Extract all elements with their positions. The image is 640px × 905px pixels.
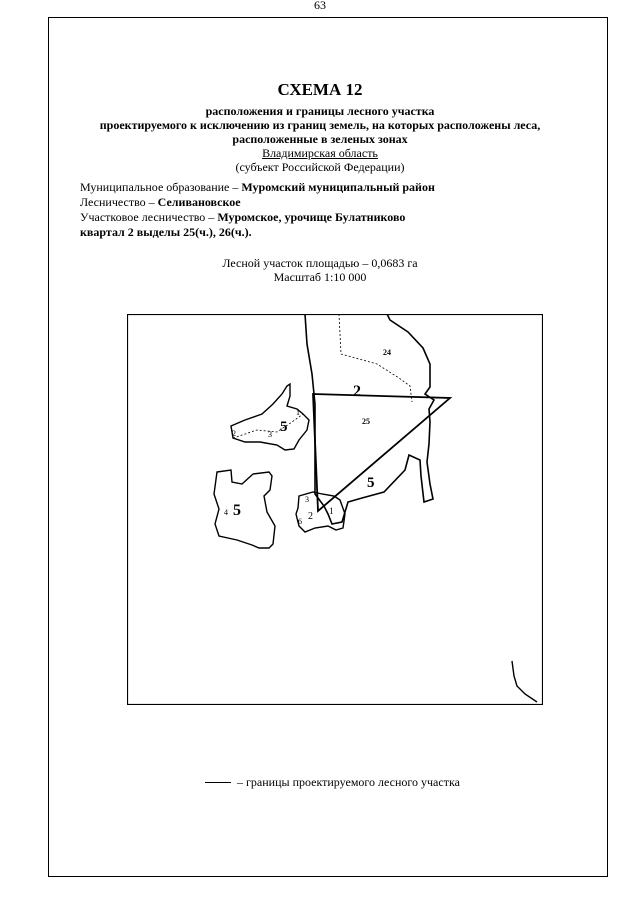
- legend-line-symbol: [205, 782, 231, 783]
- map-border: [128, 315, 543, 705]
- area-line: Лесной участок площадью – 0,0683 га: [222, 256, 418, 270]
- forestry-line: [80, 195, 435, 210]
- municipality-value: Муромский муниципальный район: [241, 180, 435, 194]
- map-label-5-left: 5: [280, 419, 288, 435]
- map-label-24: 24: [383, 348, 391, 357]
- subtitle-line-3: расположенные в зеленых зонах: [232, 132, 408, 146]
- map-label-1-top: 1: [296, 408, 300, 417]
- district-line: [80, 210, 435, 225]
- quarter-value: квартал 2 выделы 25(ч.), 26(ч.).: [80, 225, 252, 239]
- forestry-value: Селивановское: [157, 195, 241, 209]
- map: [127, 314, 543, 705]
- district-value: Муромское, урочище Булатниково: [217, 210, 406, 224]
- map-label-1-bottom: 1: [329, 506, 334, 516]
- quarter-line: [80, 225, 435, 240]
- info-block: [80, 180, 435, 240]
- legend: [205, 775, 460, 790]
- forest-edge-bottom-right: [512, 661, 537, 702]
- map-label-3-left: 3: [268, 430, 272, 439]
- region-note: (субъект Российской Федерации): [235, 160, 405, 174]
- map-label-6: 6: [298, 517, 302, 526]
- page-title: СХЕМА 12: [277, 80, 363, 99]
- map-label-2-bottom: 2: [308, 511, 313, 522]
- municipality-line: [80, 180, 435, 195]
- page-number: 63: [314, 0, 326, 12]
- map-label-5-right: 5: [367, 475, 375, 491]
- area-block: [0, 256, 640, 284]
- forest-plot-west-small: [231, 384, 309, 450]
- region: Владимирская область: [262, 146, 378, 160]
- municipality-label: Муниципальное образование –: [80, 180, 239, 194]
- map-label-5-big: 5: [233, 502, 241, 519]
- subtitle-line-2: проектируемого к исключению из границ земель, на которых расположены леса,: [99, 118, 541, 132]
- scale-line: Масштаб 1:10 000: [273, 270, 367, 284]
- district-label: Участковое лесничество –: [80, 210, 215, 224]
- map-label-2-big: 2: [353, 383, 361, 400]
- forest-plot-bottom-small: [296, 492, 345, 532]
- map-label-2-small: 2: [232, 429, 236, 438]
- map-label-4: 4: [224, 508, 228, 517]
- subtitle-line-1: расположения и границы лесного участка: [205, 104, 435, 118]
- legend-label: – границы проектируемого лесного участка: [237, 775, 460, 789]
- map-label-25: 25: [362, 417, 370, 426]
- map-label-3-bottom: 3: [305, 495, 309, 504]
- forestry-label: Лесничество –: [80, 195, 155, 209]
- header: [0, 80, 640, 175]
